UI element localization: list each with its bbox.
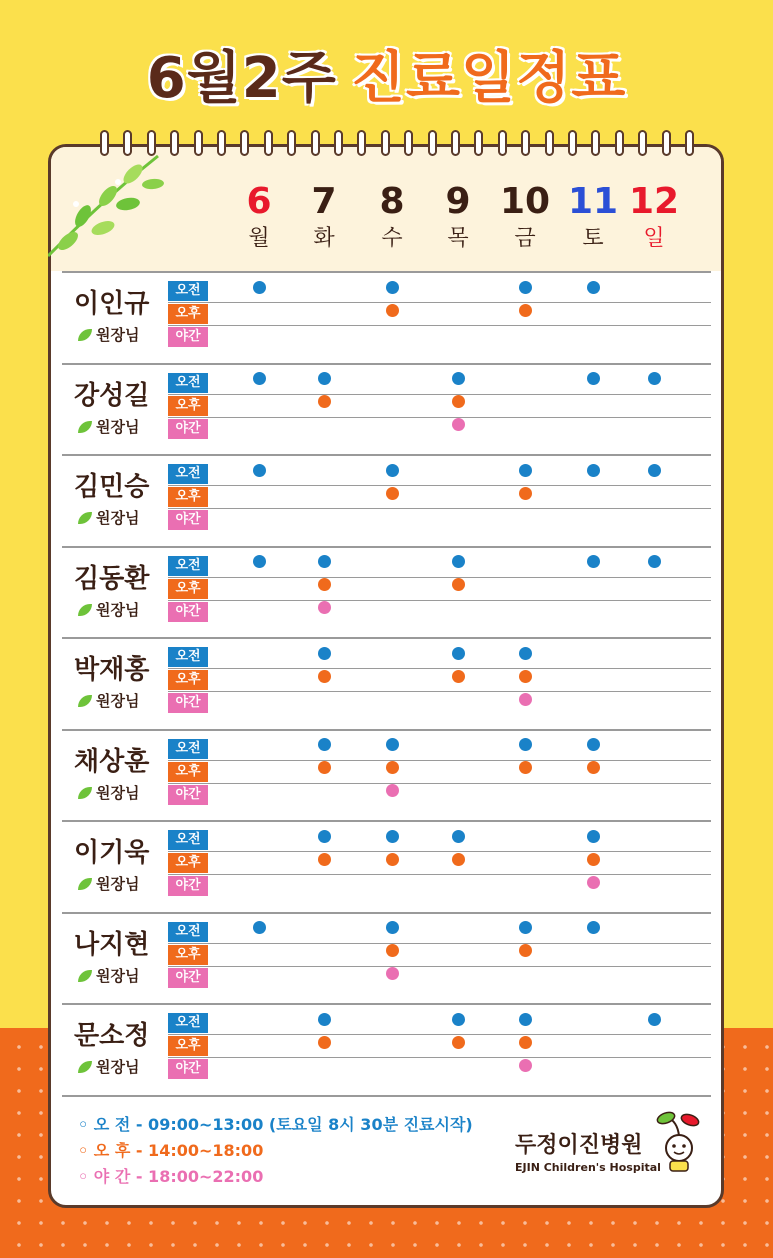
doctor-title-text: 원장님 xyxy=(96,967,140,985)
schedule-dot-am xyxy=(318,830,331,843)
shift-divider xyxy=(168,1034,711,1035)
day-weekday: 일 xyxy=(643,226,665,251)
doctor-title xyxy=(78,1056,139,1077)
schedule-dot-am xyxy=(253,281,266,294)
shift-label-pm: 오후 xyxy=(168,579,208,599)
shift-label-night: 야간 xyxy=(168,1059,208,1079)
day-number: 10 xyxy=(499,181,551,222)
schedule-dot-am xyxy=(386,921,399,934)
shift-divider xyxy=(168,417,711,418)
shift-label-pm: 오후 xyxy=(168,487,208,507)
schedule-dot-am xyxy=(253,921,266,934)
binding-ring xyxy=(264,130,273,156)
schedule-dot-am xyxy=(386,738,399,751)
doctor-title-text: 원장님 xyxy=(96,692,140,710)
day-column-header xyxy=(229,180,289,254)
schedule-dot-am xyxy=(318,555,331,568)
shift-divider xyxy=(168,485,711,486)
shift-label-pm: 오후 xyxy=(168,1036,208,1056)
shift-label-am: 오전 xyxy=(168,647,208,667)
schedule-dot-pm xyxy=(318,1036,331,1049)
row-separator xyxy=(62,1003,711,1005)
leaf-icon xyxy=(78,512,92,524)
schedule-dot-am xyxy=(587,921,600,934)
schedule-dot-night xyxy=(386,784,399,797)
schedule-dot-night xyxy=(386,967,399,980)
binding-ring xyxy=(334,130,343,156)
doctor-name: 강성길 xyxy=(74,381,150,411)
schedule-dot-am xyxy=(519,1013,532,1026)
leaf-icon xyxy=(78,878,92,890)
schedule-dot-am xyxy=(452,1013,465,1026)
row-separator xyxy=(62,454,711,456)
doctor-title xyxy=(78,324,139,345)
schedule-dot-pm xyxy=(386,304,399,317)
schedule-dot-pm xyxy=(318,670,331,683)
schedule-dot-am xyxy=(318,1013,331,1026)
shift-divider xyxy=(168,851,711,852)
doctor-title xyxy=(78,690,139,711)
schedule-dot-night xyxy=(587,876,600,889)
doctor-title-text: 원장님 xyxy=(96,326,140,344)
schedule-dot-am xyxy=(318,738,331,751)
binding-ring xyxy=(545,130,554,156)
schedule-dot-pm xyxy=(452,853,465,866)
title-week: 6월2주 xyxy=(146,46,337,111)
schedule-dot-am xyxy=(253,464,266,477)
leaf-icon xyxy=(78,604,92,616)
schedule-dot-pm xyxy=(519,944,532,957)
hospital-english-name: EJIN Children's Hospital xyxy=(515,1161,661,1174)
schedule-dot-am xyxy=(587,555,600,568)
schedule-dot-am xyxy=(386,464,399,477)
binding-ring xyxy=(287,130,296,156)
schedule-dot-am xyxy=(587,281,600,294)
day-number: 9 xyxy=(445,181,471,222)
row-separator xyxy=(62,820,711,822)
binding-ring xyxy=(685,130,694,156)
binding-ring xyxy=(498,130,507,156)
day-column-header xyxy=(362,180,422,254)
schedule-dot-am xyxy=(519,647,532,660)
day-column-header xyxy=(495,180,555,254)
schedule-dot-am xyxy=(519,738,532,751)
binding-ring xyxy=(451,130,460,156)
binding-ring xyxy=(591,130,600,156)
shift-divider xyxy=(168,943,711,944)
shift-divider xyxy=(168,760,711,761)
schedule-dot-night xyxy=(318,601,331,614)
day-number: 11 xyxy=(567,181,619,222)
shift-label-night: 야간 xyxy=(168,602,208,622)
schedule-dot-am xyxy=(587,830,600,843)
schedule-dot-pm xyxy=(318,761,331,774)
schedule-dot-am xyxy=(648,464,661,477)
schedule-dot-pm xyxy=(587,853,600,866)
schedule-dot-am xyxy=(648,372,661,385)
schedule-dot-night xyxy=(452,418,465,431)
day-weekday: 월 xyxy=(248,226,270,251)
doctor-title xyxy=(78,507,139,528)
day-weekday: 금 xyxy=(514,226,536,251)
sprout-mascot-icon xyxy=(654,1108,704,1174)
doctor-title xyxy=(78,782,139,803)
shift-divider xyxy=(168,1057,711,1058)
doctor-title xyxy=(78,873,139,894)
shift-label-night: 야간 xyxy=(168,510,208,530)
schedule-dot-pm xyxy=(452,578,465,591)
schedule-dot-pm xyxy=(519,1036,532,1049)
binding-ring xyxy=(638,130,647,156)
doctor-name: 이인규 xyxy=(74,289,150,319)
row-separator xyxy=(62,912,711,914)
doctor-title-text: 원장님 xyxy=(96,601,140,619)
schedule-dot-pm xyxy=(452,395,465,408)
day-number: 7 xyxy=(311,181,337,222)
shift-label-pm: 오후 xyxy=(168,396,208,416)
day-column-header xyxy=(563,180,623,254)
leaf-icon xyxy=(78,1061,92,1073)
row-separator xyxy=(62,546,711,548)
row-separator xyxy=(62,637,711,639)
shift-label-am: 오전 xyxy=(168,281,208,301)
schedule-dot-am xyxy=(253,555,266,568)
binding-ring xyxy=(357,130,366,156)
shift-divider xyxy=(168,691,711,692)
binding-ring xyxy=(521,130,530,156)
day-number: 12 xyxy=(628,181,680,222)
shift-label-am: 오전 xyxy=(168,373,208,393)
schedule-dot-am xyxy=(587,738,600,751)
row-separator xyxy=(62,271,711,273)
shift-divider xyxy=(168,783,711,784)
schedule-dot-night xyxy=(519,693,532,706)
day-column-header xyxy=(624,180,684,254)
doctor-title-text: 원장님 xyxy=(96,509,140,527)
hospital-logo xyxy=(515,1128,661,1174)
row-separator xyxy=(62,729,711,731)
shift-divider xyxy=(168,966,711,967)
shift-divider xyxy=(168,874,711,875)
day-weekday: 토 xyxy=(582,226,604,251)
doctor-title-text: 원장님 xyxy=(96,875,140,893)
schedule-dot-am xyxy=(452,372,465,385)
doctor-name: 나지현 xyxy=(74,930,150,960)
schedule-dot-pm xyxy=(519,761,532,774)
day-weekday: 목 xyxy=(447,226,469,251)
doctor-name: 이기욱 xyxy=(74,838,150,868)
schedule-dot-am xyxy=(648,1013,661,1026)
day-weekday: 수 xyxy=(381,226,403,251)
schedule-dot-am xyxy=(452,555,465,568)
shift-label-pm: 오후 xyxy=(168,762,208,782)
shift-label-night: 야간 xyxy=(168,419,208,439)
schedule-dot-pm xyxy=(519,304,532,317)
leaf-icon xyxy=(78,421,92,433)
schedule-dot-am xyxy=(519,464,532,477)
row-separator xyxy=(62,363,711,365)
schedule-dot-pm xyxy=(519,487,532,500)
schedule-dot-pm xyxy=(386,761,399,774)
binding-ring xyxy=(428,130,437,156)
shift-label-am: 오전 xyxy=(168,464,208,484)
legend-line: ◦ 오 후 - 14:00~18:00 xyxy=(78,1141,264,1160)
doctor-title xyxy=(78,965,139,986)
shift-label-night: 야간 xyxy=(168,327,208,347)
doctor-title-text: 원장님 xyxy=(96,1058,140,1076)
schedule-dot-pm xyxy=(386,853,399,866)
schedule-dot-am xyxy=(318,372,331,385)
doctor-title xyxy=(78,416,139,437)
legend-line: ◦ 야 간 - 18:00~22:00 xyxy=(78,1167,264,1186)
schedule-dot-am xyxy=(452,830,465,843)
schedule-dot-am xyxy=(253,372,266,385)
doctor-title-text: 원장님 xyxy=(96,418,140,436)
shift-label-night: 야간 xyxy=(168,968,208,988)
shift-label-pm: 오후 xyxy=(168,670,208,690)
doctor-name: 채상훈 xyxy=(74,747,150,777)
schedule-dot-pm xyxy=(318,853,331,866)
schedule-dot-am xyxy=(452,647,465,660)
leaf-icon xyxy=(78,970,92,982)
shift-label-am: 오전 xyxy=(168,739,208,759)
title-main: 진료일정표 xyxy=(350,46,627,111)
shift-label-am: 오전 xyxy=(168,830,208,850)
doctor-title-text: 원장님 xyxy=(96,784,140,802)
leaf-decoration xyxy=(48,146,178,266)
day-column-header xyxy=(428,180,488,254)
binding-ring xyxy=(217,130,226,156)
day-column-header xyxy=(294,180,354,254)
day-number: 8 xyxy=(379,181,405,222)
leaf-icon xyxy=(78,787,92,799)
doctor-name: 김동환 xyxy=(74,564,150,594)
hospital-name: 두정이진병원 xyxy=(515,1133,643,1158)
binding-ring xyxy=(474,130,483,156)
schedule-dot-pm xyxy=(386,487,399,500)
shift-divider xyxy=(168,600,711,601)
shift-divider xyxy=(168,325,711,326)
leaf-icon xyxy=(78,695,92,707)
doctor-title xyxy=(78,599,139,620)
schedule-dot-am xyxy=(519,921,532,934)
shift-label-pm: 오후 xyxy=(168,945,208,965)
schedule-dot-pm xyxy=(519,670,532,683)
schedule-dot-am xyxy=(587,464,600,477)
binding-ring xyxy=(615,130,624,156)
schedule-dot-am xyxy=(519,281,532,294)
binding-ring xyxy=(240,130,249,156)
schedule-dot-pm xyxy=(386,944,399,957)
shift-divider xyxy=(168,508,711,509)
day-number: 6 xyxy=(246,181,272,222)
shift-label-pm: 오후 xyxy=(168,304,208,324)
schedule-dot-pm xyxy=(452,670,465,683)
doctor-name: 문소정 xyxy=(74,1021,150,1051)
binding-ring xyxy=(404,130,413,156)
leaf-icon xyxy=(78,329,92,341)
shift-divider xyxy=(168,668,711,669)
shift-label-am: 오전 xyxy=(168,556,208,576)
binding-ring xyxy=(662,130,671,156)
shift-label-night: 야간 xyxy=(168,876,208,896)
doctor-name: 박재홍 xyxy=(74,655,150,685)
page-title xyxy=(0,34,773,114)
schedule-dot-am xyxy=(318,647,331,660)
schedule-dot-pm xyxy=(587,761,600,774)
shift-label-am: 오전 xyxy=(168,922,208,942)
binding-ring xyxy=(381,130,390,156)
schedule-dot-am xyxy=(386,830,399,843)
shift-label-night: 야간 xyxy=(168,693,208,713)
schedule-dot-night xyxy=(519,1059,532,1072)
shift-divider xyxy=(168,577,711,578)
schedule-dot-pm xyxy=(318,395,331,408)
schedule-dot-am xyxy=(386,281,399,294)
schedule-dot-pm xyxy=(452,1036,465,1049)
day-weekday: 화 xyxy=(313,226,335,251)
binding-ring xyxy=(311,130,320,156)
binding-ring xyxy=(568,130,577,156)
schedule-dot-pm xyxy=(318,578,331,591)
row-separator xyxy=(62,1095,711,1097)
binding-ring xyxy=(194,130,203,156)
shift-label-am: 오전 xyxy=(168,1013,208,1033)
shift-divider xyxy=(168,302,711,303)
doctor-name: 김민승 xyxy=(74,472,150,502)
shift-divider xyxy=(168,394,711,395)
legend-line: ◦ 오 전 - 09:00~13:00 (토요일 8시 30분 진료시작) xyxy=(78,1115,473,1134)
shift-label-pm: 오후 xyxy=(168,853,208,873)
schedule-dot-am xyxy=(587,372,600,385)
shift-label-night: 야간 xyxy=(168,785,208,805)
schedule-dot-am xyxy=(648,555,661,568)
